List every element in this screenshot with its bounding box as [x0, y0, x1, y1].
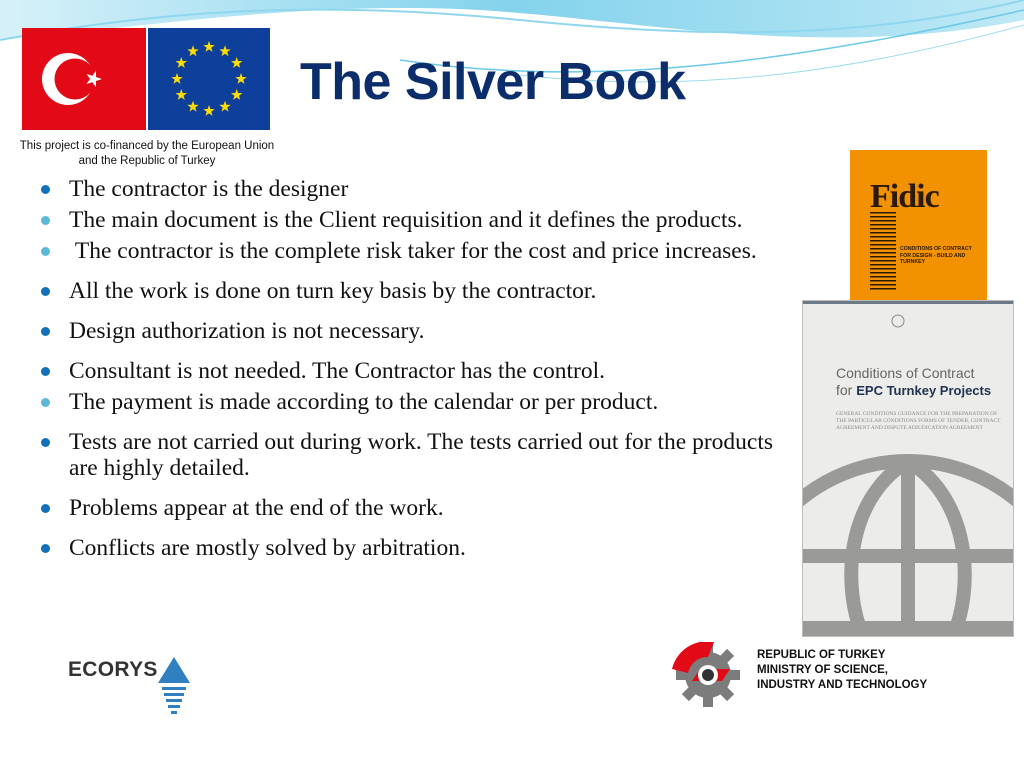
- eu-star-icon: [203, 105, 214, 116]
- cover-stripes-decoration: [850, 150, 987, 302]
- ministry-name: [757, 648, 927, 693]
- bullet-text: Consultant is not needed. The Contractor has the control.: [69, 358, 606, 384]
- bullet-text: Design authorization is not necessary.: [69, 318, 425, 344]
- bullet-list: [40, 176, 800, 561]
- eu-star-icon: [219, 101, 230, 112]
- globe-grid-icon: [803, 301, 1013, 636]
- bullet-item: [40, 278, 800, 304]
- silver-book-cover-image: [802, 300, 1014, 637]
- bullet-item: [40, 238, 800, 264]
- bullet-item: [40, 176, 800, 202]
- crescent-star-icon: [22, 28, 146, 130]
- bullet-text: Tests are not carried out during work. The tests carried out for the products are highly detailed.: [69, 429, 779, 481]
- bullet-dot-icon: [41, 398, 50, 407]
- cofinance-caption: This project is co-financed by the European Union and the Republic of Turkey: [19, 140, 275, 167]
- fidic-cover-subtitle: CONDITIONS OF CONTRACT FOR DESIGN - BUILD AND TURNKEY: [900, 246, 972, 265]
- eu-star-icon: [235, 73, 246, 84]
- silver-cover-title-line1: Conditions of Contract: [836, 365, 975, 381]
- bullet-dot-icon: [41, 327, 50, 336]
- bullet-dot-icon: [41, 247, 50, 256]
- slide-title: The Silver Book: [300, 53, 686, 111]
- eu-star-icon: [219, 45, 230, 56]
- eu-star-icon: [176, 89, 187, 100]
- bullet-text: The payment is made according to the calendar or per product.: [69, 389, 659, 415]
- eu-star-icon: [176, 57, 187, 68]
- bullet-item: [40, 495, 800, 521]
- ecorys-triangle-icon: [156, 657, 192, 715]
- bullet-item: [40, 429, 800, 481]
- eu-flag-image: [148, 28, 270, 130]
- bullet-text: Conflicts are mostly solved by arbitration.: [69, 535, 466, 561]
- bullet-dot-icon: [41, 367, 50, 376]
- bullet-dot-icon: [41, 287, 50, 296]
- eu-stars-icon: [148, 28, 270, 130]
- ministry-gear-logo-icon: [668, 642, 748, 708]
- bullet-item: [40, 207, 800, 233]
- bullet-item: [40, 318, 800, 344]
- bullet-dot-icon: [41, 438, 50, 447]
- bullet-dot-icon: [41, 504, 50, 513]
- bullet-text: All the work is done on turn key basis by the contractor.: [69, 278, 597, 304]
- ministry-line-1: REPUBLIC OF TURKEY: [757, 649, 886, 661]
- eu-star-icon: [187, 45, 198, 56]
- ministry-line-2: MINISTRY OF SCIENCE,: [757, 664, 888, 676]
- bullet-text: The contractor is the designer: [69, 176, 349, 202]
- bullet-dot-icon: [41, 185, 50, 194]
- bullet-text: The contractor is the complete risk taker for the cost and price increases.: [69, 238, 757, 264]
- silver-cover-small-print: GENERAL CONDITIONS GUIDANCE FOR THE PREPARATION OF THE PARTICULAR CONDITIONS FORMS OF TENDER, CONTRACT AGREEMENT AND DISPUTE ADJUDICATION AGREEMENT: [836, 411, 1001, 431]
- bullet-text: Problems appear at the end of the work.: [69, 495, 444, 521]
- turkey-flag-image: [22, 28, 146, 130]
- fidic-book-cover-image: [850, 150, 987, 302]
- eu-star-icon: [203, 41, 214, 52]
- bullet-dot-icon: [41, 544, 50, 553]
- bullet-item: [40, 358, 800, 384]
- ecorys-logo-text: ECORYS: [68, 658, 158, 681]
- silver-cover-title-line2: for EPC Turnkey Projects: [836, 382, 992, 398]
- bullet-item: [40, 389, 800, 415]
- bullet-dot-icon: [41, 216, 50, 225]
- fidic-logo-text: Fidic: [870, 178, 939, 215]
- bullet-text: The main document is the Client requisition and it defines the products.: [69, 207, 743, 233]
- eu-star-icon: [171, 73, 182, 84]
- eu-star-icon: [187, 101, 198, 112]
- bullet-item: [40, 535, 800, 561]
- eu-star-icon: [231, 89, 242, 100]
- ministry-line-3: INDUSTRY AND TECHNOLOGY: [757, 679, 928, 691]
- eu-star-icon: [231, 57, 242, 68]
